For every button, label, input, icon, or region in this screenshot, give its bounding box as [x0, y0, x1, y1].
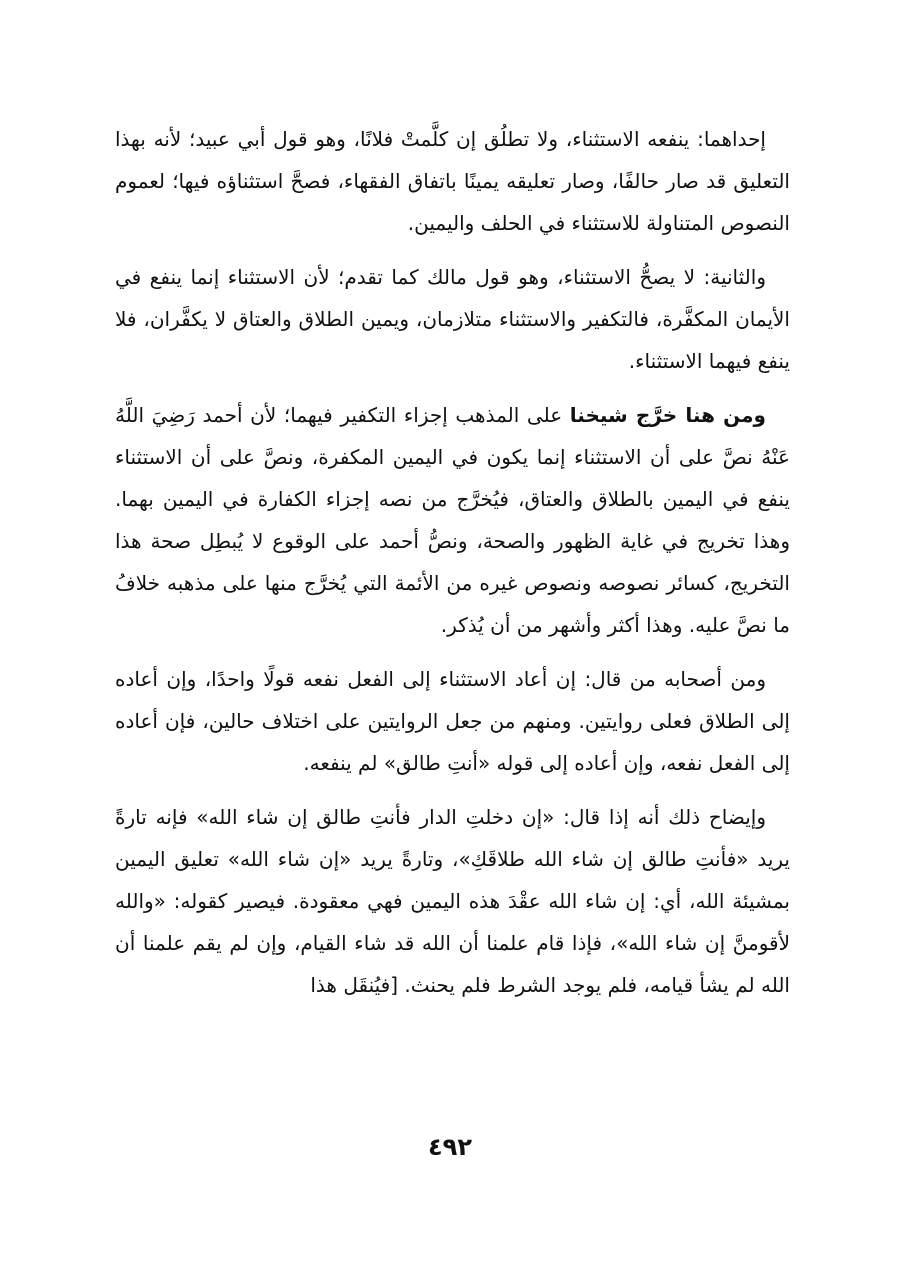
paragraph-3-text: على المذهب إجزاء التكفير فيهما؛ لأن أحمد رَضِيَ اللَّهُ عَنْهُ نصَّ على أن الاستثناء إنما يكون في اليمين المكفرة، ونصَّ على أن الاستثناء ينفع في اليمين بالطلاق والعتاق، فيُخرَّج من نصه إجزاء الكفارة في اليمين بهما. وهذا تخريج في غاية الظهور والصحة، ونصُّ أحمد على الوقوع لا يُبطِل صحة هذا التخريج، كسائر نصوصه ونصوص غيره من الأئمة التي يُخرَّج منها على مذهبه خلافُ ما نصَّ عليه. وهذا أكثر وأشهر من أن يُذكر.	[115, 403, 790, 637]
paragraph-5	[115, 796, 790, 1006]
paragraph-1	[115, 118, 790, 244]
paragraph-3	[115, 394, 790, 646]
paragraph-5-text: وإيضاح ذلك أنه إذا قال: «إن دخلتِ الدار فأنتِ طالق إن شاء الله» فإنه تارةً يريد «فأنتِ طالق إن شاء الله طلاقَكِ»، وتارةً يريد «إن شاء الله» تعليق اليمين بمشيئة الله، أي: إن شاء الله عقْدَ هذه اليمين فهي معقودة. فيصير كقوله: «والله لأقومنَّ إن شاء الله»، فإذا قام علمنا أن الله قد شاء القيام، وإن لم يقم علمنا أن الله لم يشأ قيامه، فلم يوجد الشرط فلم يحنث. [فيُنقَل هذا	[115, 805, 790, 997]
paragraph-1-text: إحداهما: ينفعه الاستثناء، ولا تطلُق إن كلَّمتْ فلانًا، وهو قول أبي عبيد؛ لأنه بهذا التعليق قد صار حالفًا، وصار تعليقه يمينًا باتفاق الفقهاء، فصحَّ استثناؤه فيها؛ لعموم النصوص المتناولة للاستثناء في الحلف واليمين.	[115, 127, 790, 235]
page-number: ٤٩٢	[428, 1133, 472, 1161]
paragraph-3-lead: ومن هنا خرَّج شيخنا	[569, 403, 766, 427]
body-text	[115, 118, 790, 1006]
paragraph-2	[115, 256, 790, 382]
paragraph-4	[115, 658, 790, 784]
paragraph-4-text: ومن أصحابه من قال: إن أعاد الاستثناء إلى الفعل نفعه قولًا واحدًا، وإن أعاده إلى الطلاق فعلى روايتين. ومنهم من جعل الروايتين على اختلاف حالين، فإن أعاده إلى الفعل نفعه، وإن أعاده إلى قوله «أنتِ طالق» لم ينفعه.	[115, 667, 790, 775]
paragraph-2-text: والثانية: لا يصحُّ الاستثناء، وهو قول مالك كما تقدم؛ لأن الاستثناء إنما ينفع في الأيمان المكفَّرة، فالتكفير والاستثناء متلازمان، ويمين الطلاق والعتاق لا يكفَّران، فلا ينفع فيهما الاستثناء.	[115, 265, 790, 373]
